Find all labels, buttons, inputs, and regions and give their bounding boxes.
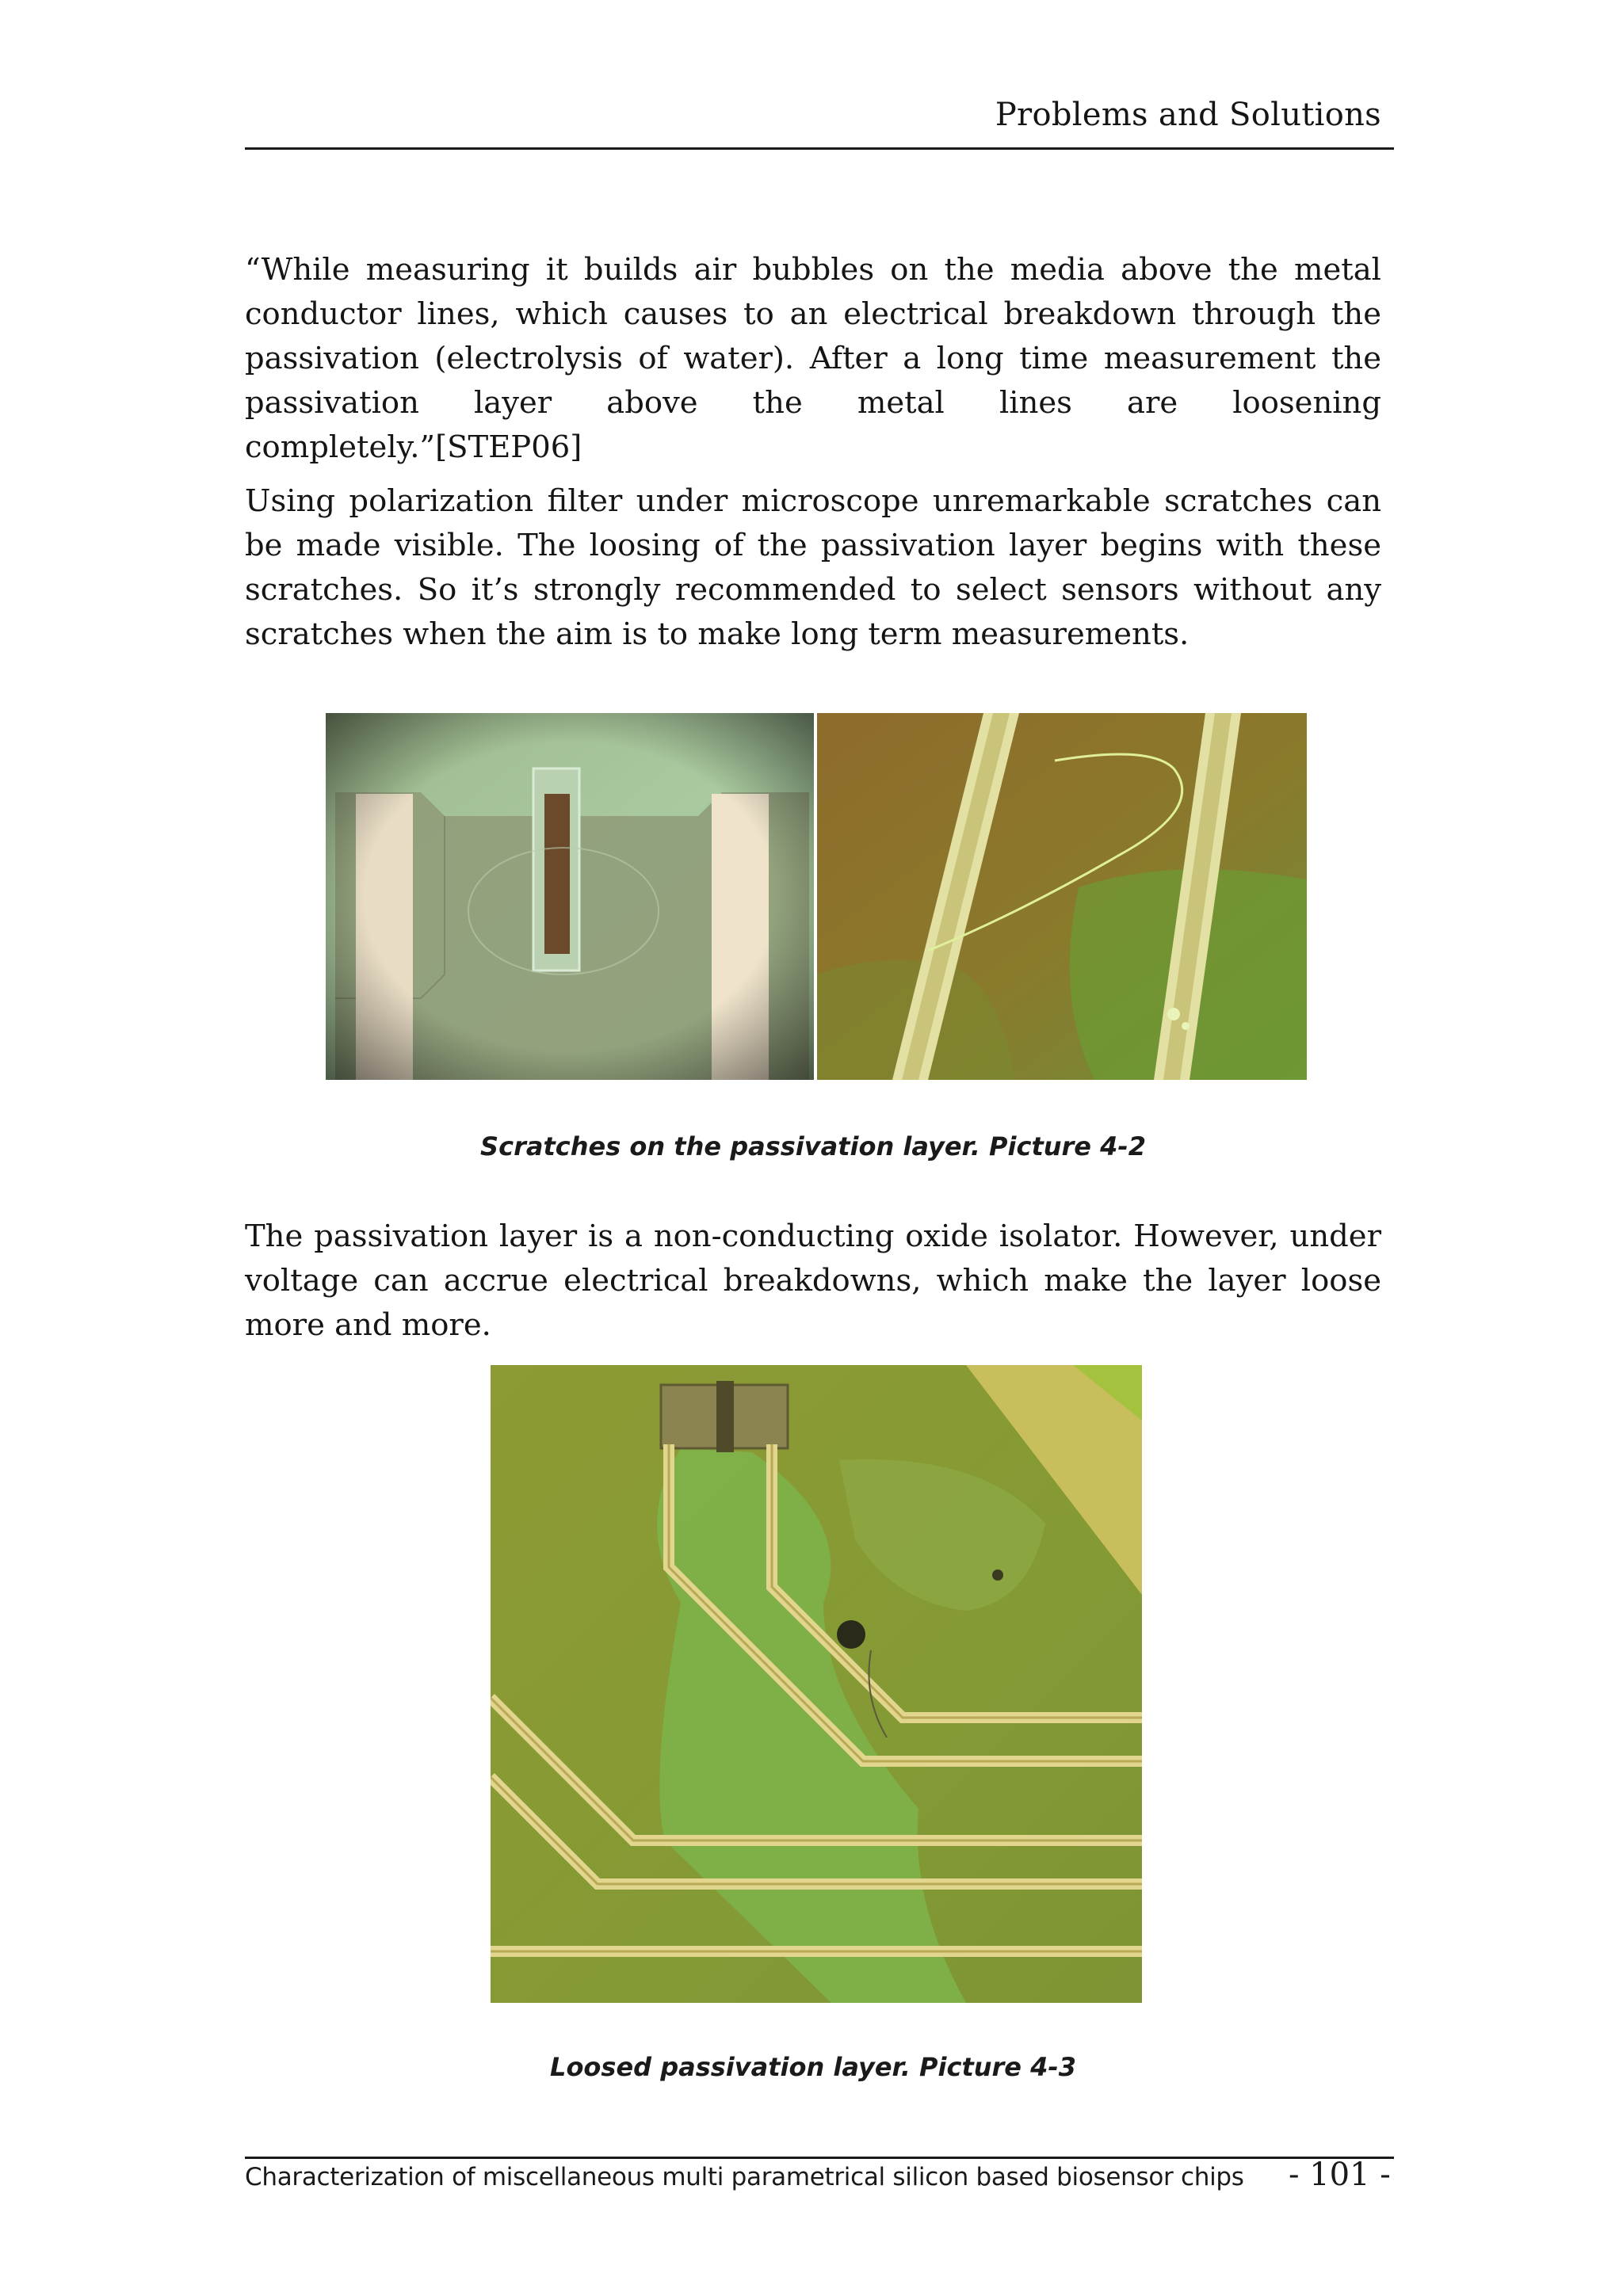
header-title: Problems and Solutions [995,97,1381,133]
figure-loosed-layer-image [491,1365,1142,2003]
figure-scratches-image [326,713,1307,1080]
page-number: - 101 - [1289,2157,1391,2193]
polarization-paragraph: Using polarization filter under microscope unremarkable scratches can be made visible. The loosing of the passivation layer begins with these scratches. So it’s strongly recommended to select sensors without any scratches when the aim is to make long term measurements. [245,483,1381,652]
oxide-paragraph: The passivation layer is a non-conducting oxide isolator. However, under voltage can accrue electrical breakdowns, which make the layer loose more and more. [245,1219,1381,1343]
footer-text: Characterization of miscellaneous multi parametrical silicon based biosensor chips [245,2163,1244,2191]
footer-rule [245,2157,1394,2159]
figure-caption-4-3: Loosed passivation layer. Picture 4-3 [550,2052,1076,2082]
page-header [245,93,1394,150]
left-microscope-image [326,713,814,1080]
quote-paragraph: “While measuring it builds air bubbles on the media above the metal conductor lines, which causes to an electrical breakdown through the passivation (electrolysis of water). After a long time measurement the passivation layer above the metal lines are loosening completely.”[STEP06] [245,252,1381,465]
right-microscope-image [817,713,1307,1080]
figure-caption-4-2: Scratches on the passivation layer. Picture 4-2 [480,1131,1146,1161]
